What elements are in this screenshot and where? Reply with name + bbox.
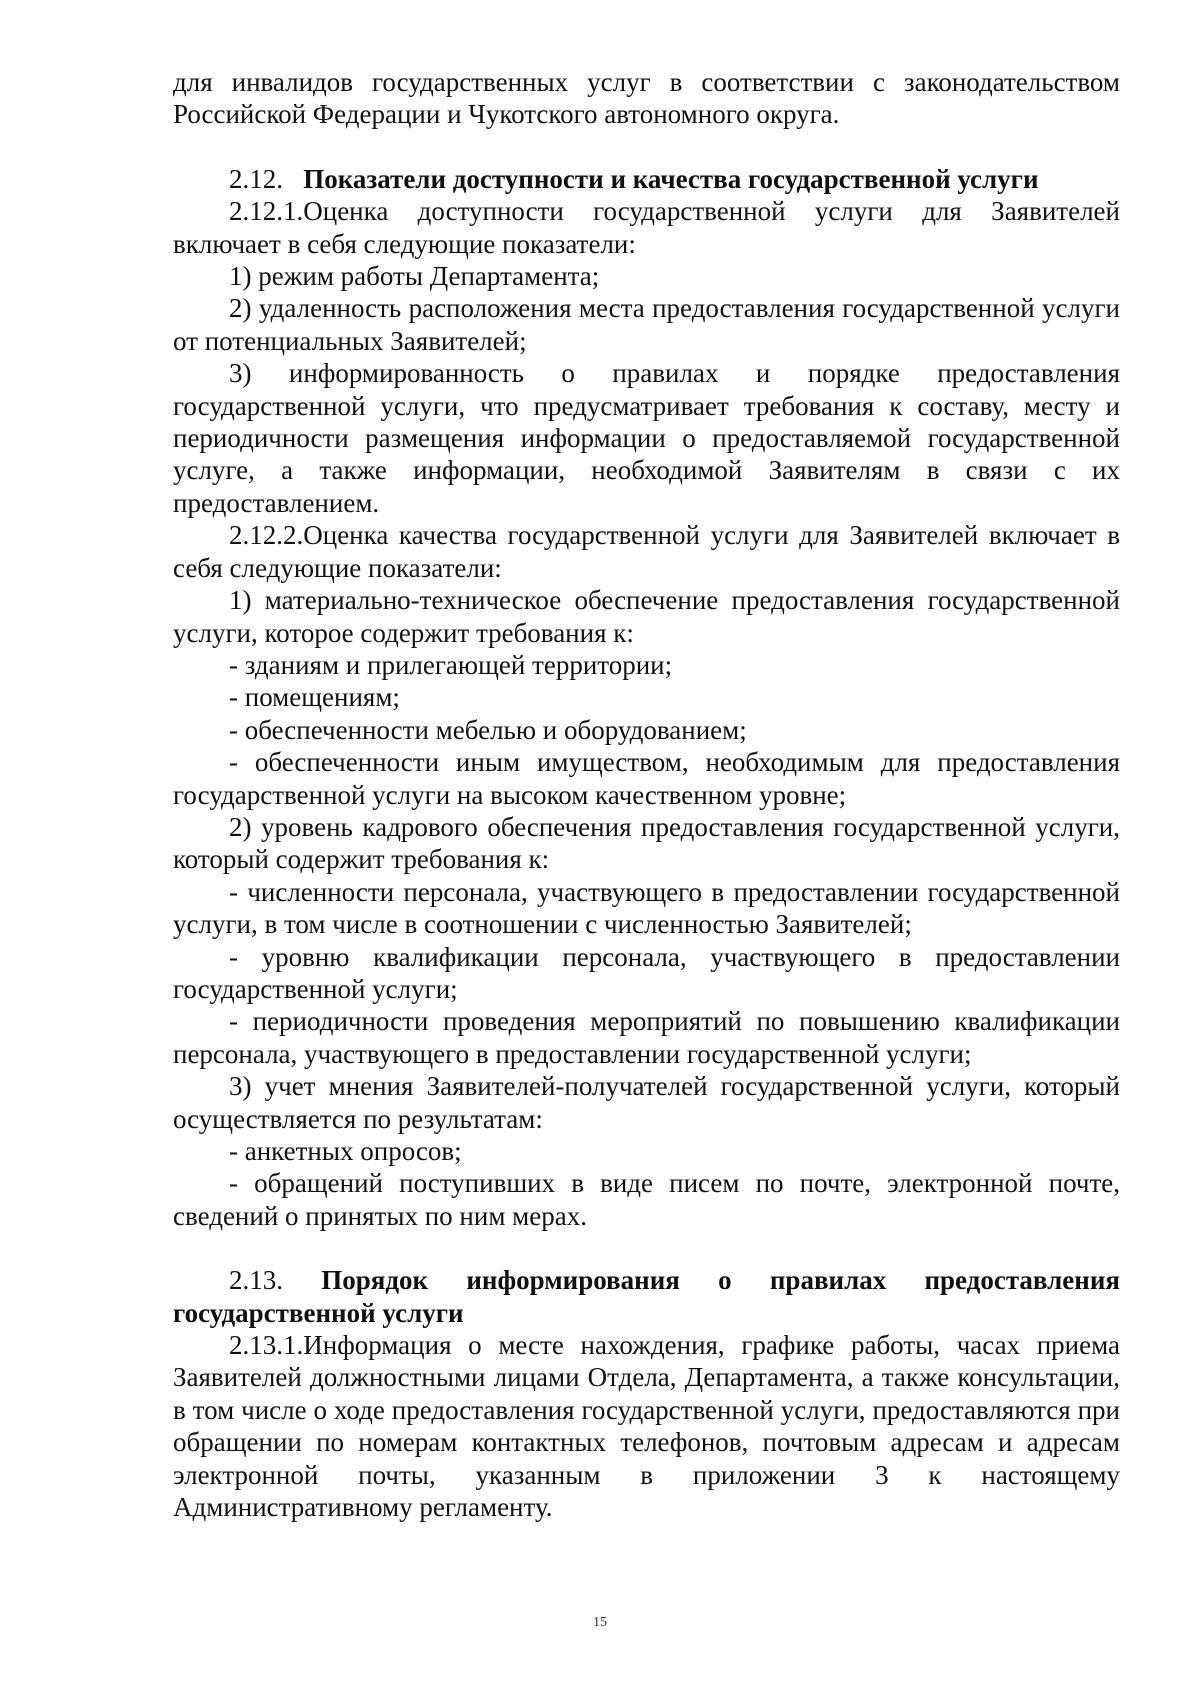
list-item: 3) информированность о правилах и порядке предоставления государственной услуги, что предусматривает требования к составу, месту и периодичности размещения информации о предоставляемой государственной услуге, а также информации, необходимой Заявителям в связи с их предоставлением. bbox=[173, 358, 1120, 518]
list-item: - анкетных опросов; bbox=[229, 1136, 462, 1166]
list-item: - обеспеченности иным имуществом, необходимым для предоставления государственной услуги на высоком качественном уровне; bbox=[173, 747, 1120, 810]
paragraph: 2.13.1.Информация о месте нахождения, графике работы, часах приема Заявителей должностными лицами Отдела, Департамента, а также консультации, в том числе о ходе предоставления государственной услуги, предоставляются при обращении по номерам контактных телефонов, почтовым адресам и адресам электронной почты, указанным в приложении 3 к настоящему Административному регламенту. bbox=[173, 1330, 1120, 1523]
list-item: - обеспеченности мебелью и оборудованием; bbox=[229, 714, 747, 745]
list-item: 1) материально-техническое обеспечение предоставления государственной услуги, которое содержит требования к: bbox=[173, 585, 1120, 648]
document-page bbox=[173, 66, 1120, 1523]
section-number: 2.13. bbox=[229, 1265, 283, 1296]
list-item: - уровню квалификации персонала, участвующего в предоставлении государственной услуги; bbox=[173, 941, 1120, 1004]
list-item: - периодичности проведения мероприятий по повышению квалификации персонала, участвующего в предоставлении государственной услуги; bbox=[173, 1006, 1120, 1069]
paragraph: 2.12.1.Оценка доступности государственной услуги для Заявителей включает в себя следующие показатели: bbox=[173, 196, 1120, 259]
section-title: Показатели доступности и качества государственной услуги bbox=[303, 163, 1039, 194]
list-item: - обращений поступивших в виде писем по почте, электронной почте, сведений о принятых по ним мерах. bbox=[173, 1168, 1120, 1231]
spacer bbox=[173, 1232, 1120, 1264]
list-item: - помещениям; bbox=[229, 682, 400, 713]
list-item: 3) учет мнения Заявителей-получателей государственной услуги, который осуществляется по результатам: bbox=[173, 1071, 1120, 1134]
list-item: - зданиям и прилегающей территории; bbox=[229, 649, 673, 680]
page-number: 15 bbox=[593, 1615, 607, 1630]
section-heading-2-12 bbox=[173, 163, 1120, 195]
section-heading-2-13 bbox=[173, 1264, 1120, 1329]
spacer bbox=[173, 131, 1120, 163]
list-item: 1) режим работы Департамента; bbox=[229, 261, 600, 292]
list-item: - численности персонала, участвующего в предоставлении государственной услуги, в том числе в соотношении с численностью Заявителей; bbox=[173, 876, 1120, 940]
paragraph: для инвалидов государственных услуг в соответствии с законодательством Российской Федерации и Чукотского автономного округа. bbox=[173, 67, 1120, 130]
list-item: 2) уровень кадрового обеспечения предоставления государственной услуги, который содержит требования к: bbox=[173, 811, 1120, 875]
section-number: 2.12. bbox=[229, 163, 283, 194]
section-title: Порядок информирования о правилах предоставления государственной услуги bbox=[173, 1265, 1120, 1328]
list-item: 2) удаленность расположения места предоставления государственной услуги от потенциальных Заявителей; bbox=[173, 293, 1120, 356]
paragraph: 2.12.2.Оценка качества государственной услуги для Заявителей включает в себя следующие показатели: bbox=[173, 520, 1120, 583]
